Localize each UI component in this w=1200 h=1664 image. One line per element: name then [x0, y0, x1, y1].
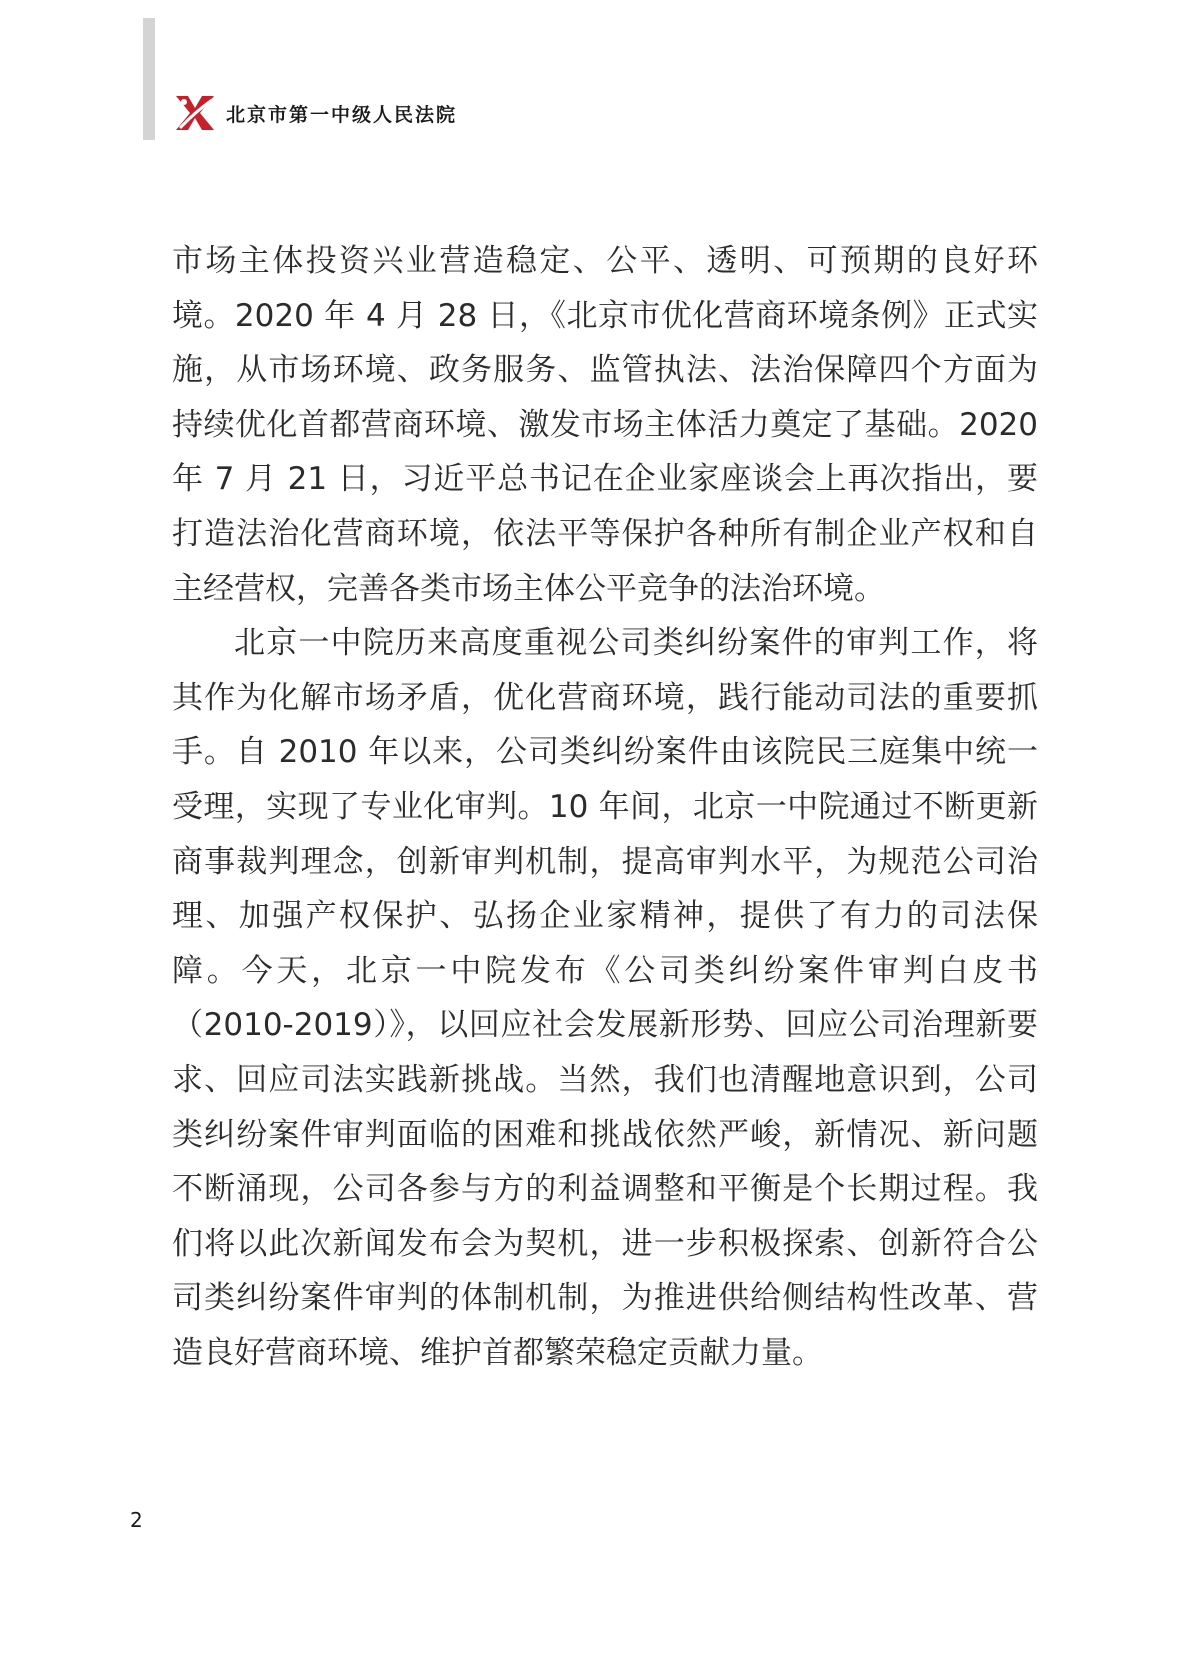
court-name: 北京市第一中级人民法院 [226, 103, 458, 126]
page-number: 2 [130, 1508, 143, 1532]
header-side-bar [143, 18, 155, 140]
court-emblem-icon [172, 90, 218, 136]
body-text [172, 234, 1038, 1380]
paragraph: 北京一中院历来高度重视公司类纠纷案件的审判工作，将其作为化解市场矛盾，优化营商环境，践行能动司法的重要抓手。自 2010 年以来，公司类纠纷案件由该院民三庭集中统一受理，实现了专业化审判。10 年间，北京一中院通过不断更新商事裁判理念，创新审判机制，提高审判水平，为规范公司治理、加强产权保护、弘扬企业家精神，提供了有力的司法保障。今天，北京一中院发布《公司类纠纷案件审判白皮书（2010-2019）》，以回应社会发展新形势、回应公司治理新要求、回应司法实践新挑战。当然，我们也清醒地意识到，公司类纠纷案件审判面临的困难和挑战依然严峻，新情况、新问题不断涌现，公司各参与方的利益调整和平衡是个长期过程。我们将以此次新闻发布会为契机，进一步积极探索、创新符合公司类纠纷案件审判的体制机制，为推进供给侧结构性改革、营造良好营商环境、维护首都繁荣稳定贡献力量。 [172, 625, 1038, 1371]
paragraph: 市场主体投资兴业营造稳定、公平、透明、可预期的良好环境。2020 年 4 月 28 日，《北京市优化营商环境条例》正式实施，从市场环境、政务服务、监管执法、法治保障四个方面为持续优化首都营商环境、激发市场主体活力奠定了基础。2020 年 7 月 21 日，习近平总书记在企业家座谈会上再次指出，要打造法治化营商环境，依法平等保护各种所有制企业产权和自主经营权，完善各类市场主体公平竞争的法治环境。 [172, 243, 1038, 607]
page-header [172, 88, 457, 138]
